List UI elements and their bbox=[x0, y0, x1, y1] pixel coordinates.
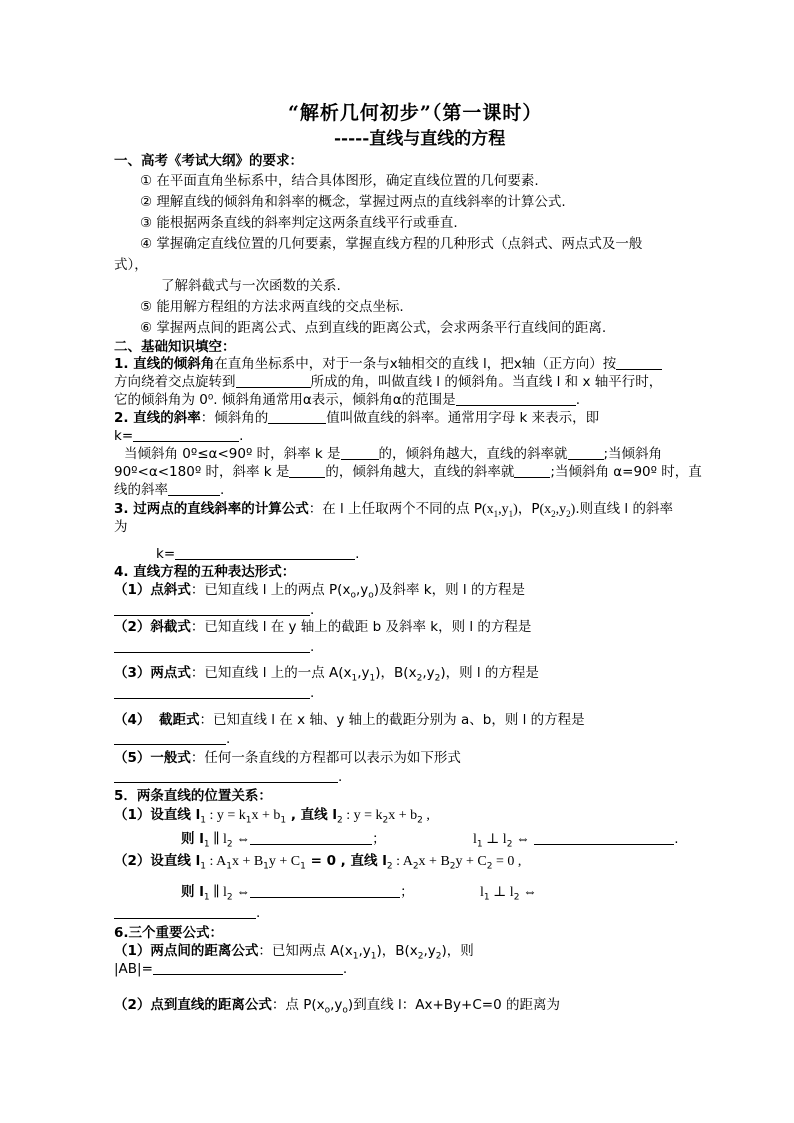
fill-blank[interactable] bbox=[534, 830, 674, 845]
relationship-case-1: （1）设直线 $l_1$ : $y = k_1x + b_1$ , 直线 $l_2$ : $y = k_2x + b_2$ , bbox=[114, 807, 430, 826]
fill-blank[interactable] bbox=[341, 445, 379, 460]
relationship-case-2: （2）设直线 $l_1$ : $A_1x + B_1y + C_1 = 0$ , 直线 $l_2$ : $A_2x + B_2y + C_2 = 0$ , bbox=[114, 853, 522, 872]
fill-blank[interactable] bbox=[250, 830, 372, 845]
fill-blank[interactable] bbox=[568, 445, 604, 460]
intercept-form: （4） 截距式：已知直线 l 在 x 轴、y 轴上的截距分别为 a、b，则 l 的方程是 bbox=[114, 712, 585, 728]
requirement-item: ③ 能根据两条直线的斜率判定这两条直线平行或垂直. bbox=[140, 215, 458, 231]
answer-line: . bbox=[114, 601, 314, 619]
two-point-form: （3）两点式：已知直线 l 上的一点 $A(x_1,y_1)$，$B(x_2,y_2)$，则 l 的方程是 bbox=[114, 665, 539, 684]
formulas-heading: 6.三个重要公式： bbox=[114, 925, 224, 941]
slope-line-3: 当倾斜角 0º≤α<90º 时，斜率 k 是 的，倾斜角越大，直线的斜率就 ;当倾斜角 bbox=[124, 446, 663, 462]
parallel-condition-1: 则 $l_1$ ∥ $l_2$ ⇔ ； bbox=[181, 831, 386, 850]
answer-line: . bbox=[114, 904, 260, 922]
fill-blank[interactable] bbox=[236, 373, 311, 388]
inclination-line-3: 它的倾斜角为 0⁰. 倾斜角通常用α表示，倾斜角α的范围是 . bbox=[114, 392, 580, 408]
fill-blank[interactable] bbox=[153, 960, 343, 975]
requirement-item: ⑥ 掌握两点间的距离公式、点到直线的距离公式，会求两条平行直线间的距离. bbox=[140, 320, 607, 336]
distance-point-line: （2）点到直线的距离公式：点 $P(x_o,y_o)$到直线 l：Ax+By+C=0 的距离为 bbox=[114, 997, 560, 1016]
slope-line-5: 线的斜率 . bbox=[114, 482, 225, 498]
two-point-slope-line-1: 3. 过两点的直线斜率的计算公式：在 l 上任取两个不同的点 $P(x_1,y_1)$，$P(x_2,y_2)$.则直线 l 的斜率 bbox=[114, 501, 673, 519]
requirement-item: ① 在平面直角坐标系中，结合具体图形，确定直线位置的几何要素. bbox=[140, 173, 539, 189]
five-forms-heading: 4. 直线方程的五种表达形式： bbox=[114, 564, 296, 580]
distance-two-points: （1）两点间的距离公式：已知两点 $A(x_1,y_1)$，$B(x_2,y_2)$，则 bbox=[114, 943, 474, 962]
requirement-item: ⑤ 能用解方程组的方法求两直线的交点坐标. bbox=[140, 299, 404, 315]
point-slope-form: （1）点斜式：已知直线 l 上的两点 $P(x_o,y_o)$及斜率 k，则 l 的方程是 bbox=[114, 582, 525, 601]
answer-line: . bbox=[114, 638, 314, 656]
fill-blank[interactable] bbox=[114, 904, 256, 919]
inclination-term: 1. 直线的倾斜角 bbox=[114, 356, 215, 372]
requirement-item: 式）， bbox=[114, 257, 148, 273]
title-line-1: “解析几何初步”（第一课时） bbox=[288, 102, 543, 124]
perpendicular-condition-2: $l_1$ ⊥ $l_2$ ⇔ bbox=[480, 885, 537, 903]
distance-two-points-answer: |AB|= . bbox=[114, 961, 348, 977]
title-line-2: -----直线与直线的方程 bbox=[334, 129, 506, 149]
inclination-line-1: 1. 直线的倾斜角在直角坐标系中，对于一条与x轴相交的直线 l，把x轴（正方向）按 bbox=[114, 355, 662, 373]
fill-blank[interactable] bbox=[114, 730, 226, 745]
fill-blank[interactable] bbox=[250, 883, 400, 898]
fill-blank[interactable] bbox=[289, 463, 325, 478]
requirement-item: ② 理解直线的倾斜角和斜率的概念，掌握过两点的直线斜率的计算公式. bbox=[140, 194, 566, 210]
answer-line: . bbox=[114, 730, 230, 748]
two-point-slope-term: 3. 过两点的直线斜率的计算公式 bbox=[114, 501, 309, 517]
slope-line-2: k= . bbox=[114, 428, 244, 444]
section2-heading: 二、基础知识填空： bbox=[114, 339, 236, 355]
requirement-item: ④ 掌握确定直线位置的几何要素，掌握直线方程的几种形式（点斜式、两点式及一般 bbox=[140, 236, 643, 252]
general-form: （5）一般式：任何一条直线的方程都可以表示为如下形式 bbox=[114, 750, 461, 766]
section1-heading: 一、高考《考试大纲》的要求： bbox=[114, 153, 303, 169]
fill-blank[interactable] bbox=[114, 638, 310, 653]
slope-intercept-form: （2）斜截式：已知直线 l 在 y 轴上的截距 b 及斜率 k，则 l 的方程是 bbox=[114, 619, 532, 635]
fill-blank[interactable] bbox=[114, 768, 338, 783]
two-point-slope-formula: k= . bbox=[156, 546, 360, 562]
fill-blank[interactable] bbox=[114, 601, 310, 616]
perpendicular-condition-1: $l_1$ ⊥ $l_2$ ⇔ . bbox=[473, 831, 679, 850]
fill-blank[interactable] bbox=[268, 409, 326, 424]
slope-term: 2. 直线的斜率 bbox=[114, 410, 201, 426]
relationships-heading: 5．两条直线的位置关系： bbox=[114, 788, 272, 804]
fill-blank[interactable] bbox=[514, 463, 550, 478]
two-point-slope-line-2: 为 bbox=[114, 519, 128, 535]
answer-line: . bbox=[114, 684, 314, 702]
fill-blank[interactable] bbox=[114, 684, 310, 699]
slope-line-1: 2. 直线的斜率：倾斜角的 值叫做直线的斜率。通常用字母 k 来表示，即 bbox=[114, 410, 600, 426]
inclination-line-2: 方向绕着交点旋转到 所成的角，叫做直线 l 的倾斜角。当直线 l 和 x 轴平行时， bbox=[114, 374, 663, 390]
requirement-item: 了解斜截式与一次函数的关系. bbox=[161, 278, 341, 294]
fill-blank[interactable] bbox=[616, 355, 662, 370]
slope-line-4: 90º<α<180º 时，斜率 k 是 的，倾斜角越大，直线的斜率就 ;当倾斜角 α=90º 时，直 bbox=[114, 464, 702, 480]
fill-blank[interactable] bbox=[133, 427, 239, 442]
fill-blank[interactable] bbox=[456, 391, 576, 406]
parallel-condition-2: 则 $l_1$ ∥ $l_2$ ⇔ ； bbox=[181, 884, 414, 903]
answer-line: . bbox=[114, 768, 342, 786]
fill-blank[interactable] bbox=[168, 481, 220, 496]
fill-blank[interactable] bbox=[175, 545, 355, 560]
